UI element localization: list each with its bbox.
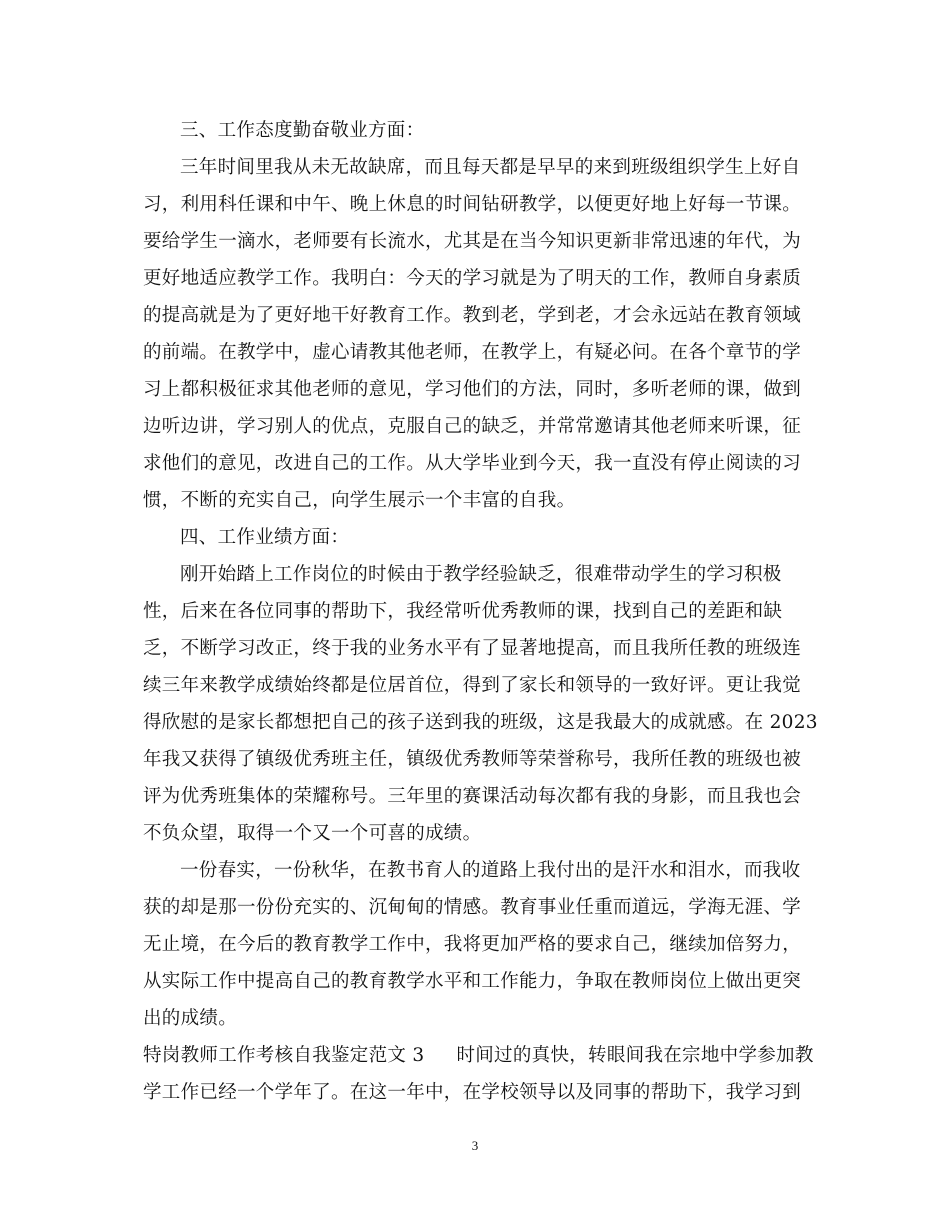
paragraph-line: 边听边讲，学习别人的优点，克服自己的缺乏，并常常邀请其他老师来听课，征 [143,416,802,437]
paragraph-line: 从实际工作中提高自己的教育教学水平和工作能力，争取在教师岗位上做出更突 [143,971,802,992]
section-heading-4: 四、工作业绩方面： [180,527,350,548]
article-intro: 时间过的真快，转眼间我在宗地中学参加教 [456,1045,814,1066]
paragraph-line: 三年时间里我从未无故缺席，而且每天都是早早的来到班级组织学生上好自 [180,157,801,178]
paragraph-line: 无止境，在今后的教育教学工作中，我将更加严格的要求自己，继续加倍努力， [143,934,802,955]
paragraph-line: 不负众望，取得一个又一个可喜的成绩。 [143,823,482,844]
paragraph-line: 更好地适应教学工作。我明白：今天的学习就是为了明天的工作，教师自身素质 [143,268,802,289]
paragraph-line: 习上都积极征求其他老师的意见，学习他们的方法，同时，多听老师的课，做到 [143,379,802,400]
paragraph-line: 获的却是那一份份充实的、沉甸甸的情感。教育事业任重而道远，学海无涯、学 [143,897,802,918]
paragraph-line: 性，后来在各位同事的帮助下，我经常听优秀教师的课，找到自己的差距和缺 [143,601,783,622]
paragraph-line: 刚开始踏上工作岗位的时候由于教学经验缺乏，很难带动学生的学习积极 [180,564,782,585]
section-heading-3: 三、工作态度勤奋敬业方面： [180,120,425,141]
paragraph-line: 求他们的意见，改进自己的工作。从大学毕业到今天，我一直没有停止阅读的习 [143,453,802,474]
paragraph-line: 年我又获得了镇级优秀班主任，镇级优秀教师等荣誉称号，我所任教的班级也被 [143,749,802,770]
paragraph-line: 的前端。在教学中，虚心请教其他老师，在教学上，有疑必问。在各个章节的学 [143,342,802,363]
paragraph-line: 学工作已经一个学年了。在这一年中，在学校领导以及同事的帮助下，我学习到 [143,1082,802,1103]
paragraph-line: 要给学生一滴水，老师要有长流水，尤其是在当今知识更新非常迅速的年代，为 [143,231,802,252]
paragraph-line: 的提高就是为了更好地干好教育工作。教到老，学到老，才会永远站在教育领域 [143,305,802,326]
paragraph-line: 一份春实，一份秋华，在教书育人的道路上我付出的是汗水和泪水，而我收 [180,860,801,881]
page-number: 3 [471,1138,479,1153]
paragraph-line: 习，利用科任课和中午、晚上休息的时间钻研教学，以便更好地上好每一节课。 [143,194,802,215]
paragraph-line: 惯，不断的充实自己，向学生展示一个丰富的自我。 [143,490,576,511]
paragraph-line: 得欣慰的是家长都想把自己的孩子送到我的班级，这是我最大的成就感。在 2023 [143,712,818,733]
paragraph-line: 出的成绩。 [143,1008,238,1029]
article-heading-line [143,1044,814,1068]
paragraph-line: 乏，不断学习改正，终于我的业务水平有了显著地提高，而且我所任教的班级连 [143,638,802,659]
article-title: 特岗教师工作考核自我鉴定范文 3 [143,1045,425,1066]
paragraph-line: 续三年来教学成绩始终都是位居首位，得到了家长和领导的一致好评。更让我觉 [143,675,802,696]
paragraph-line: 评为优秀班集体的荣耀称号。三年里的赛课活动每次都有我的身影，而且我也会 [143,786,802,807]
